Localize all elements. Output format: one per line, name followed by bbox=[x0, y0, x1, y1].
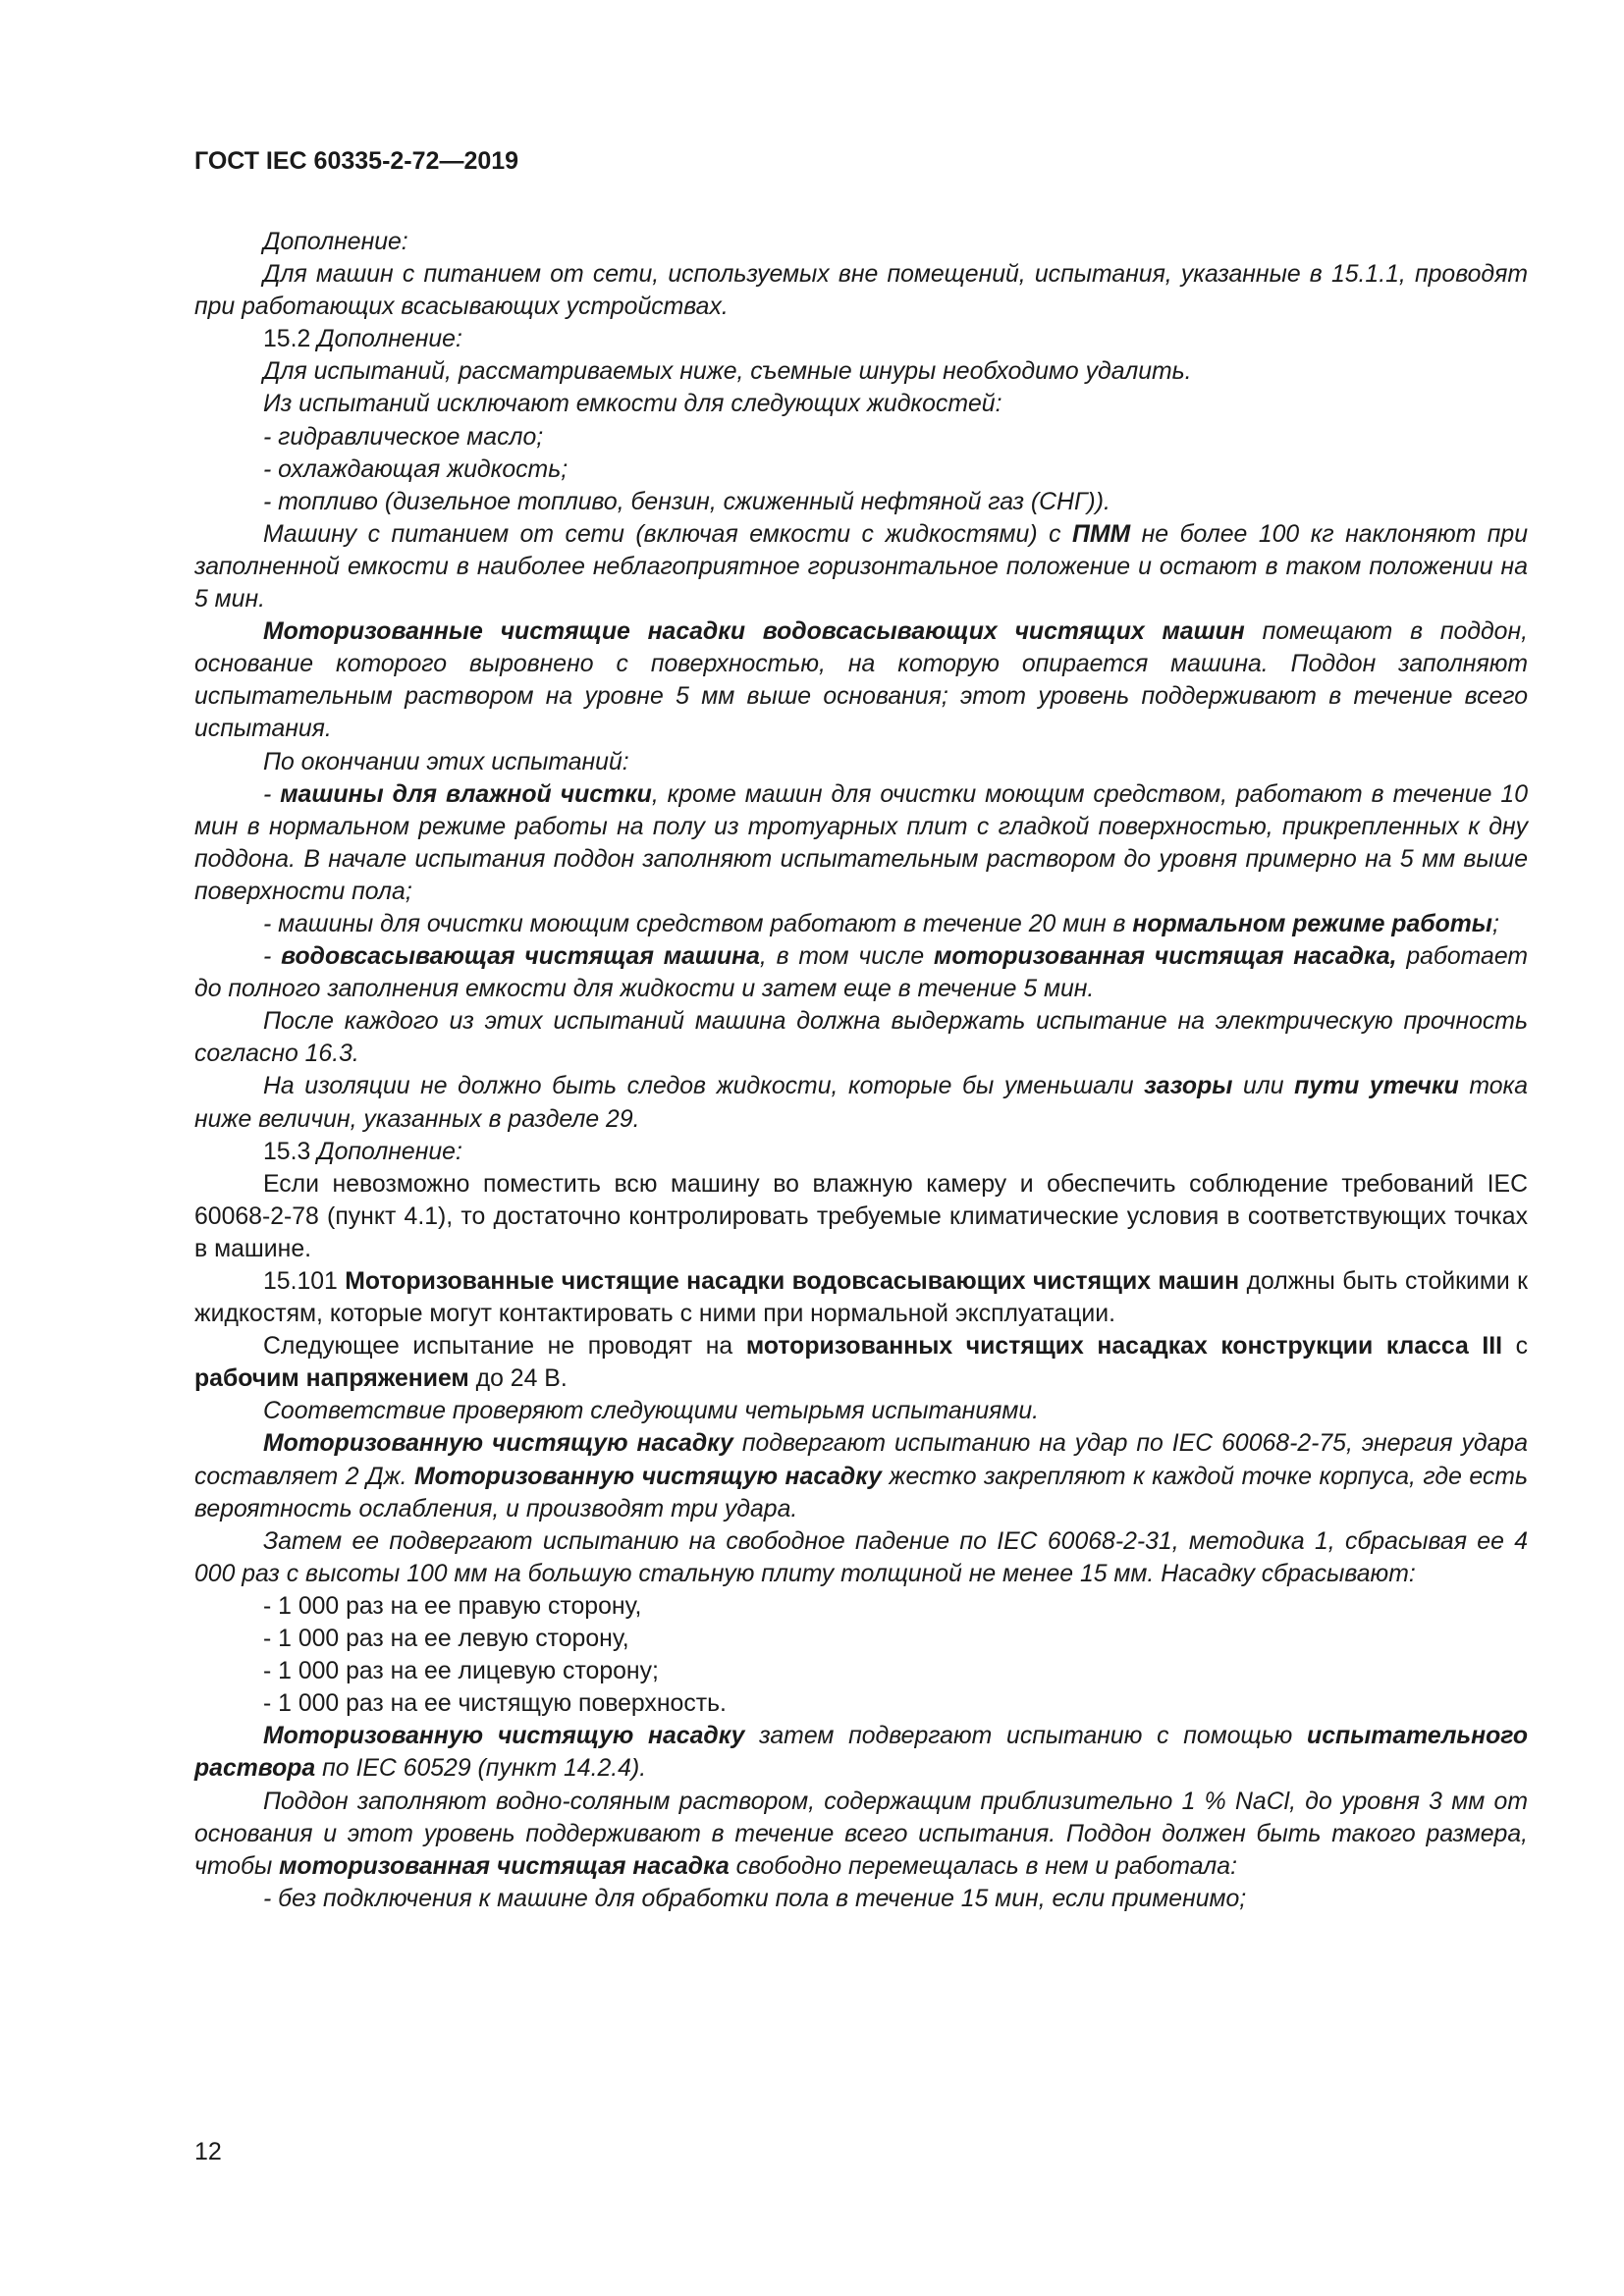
paragraph bbox=[194, 1168, 1528, 1265]
text-run: , кроме машин для очистки моющим средством, работают в течение 10 мин в нормальном режиме работы на полу из тротуарных плит с гладкой поверхностью, прикрепленных к дну поддона. В начале испытания поддон заполняют испытательным раствором до уровня примерно на 5 мм выше поверхности пола; bbox=[194, 780, 1529, 905]
text-run: затем подвергают испытанию с помощью bbox=[744, 1723, 1308, 1750]
text-run: - bbox=[263, 943, 282, 971]
paragraph bbox=[194, 746, 1528, 778]
text-run: - охлаждающая жидкость; bbox=[263, 455, 568, 483]
paragraph bbox=[194, 778, 1528, 908]
text-run: нормальном режиме работы bbox=[1132, 910, 1492, 937]
paragraph bbox=[194, 1070, 1528, 1135]
paragraph bbox=[194, 486, 1528, 518]
text-run: или bbox=[1232, 1073, 1295, 1100]
paragraph bbox=[194, 615, 1528, 745]
text-run: моторизованных чистящих насадках конструкции класса III bbox=[745, 1333, 1503, 1361]
paragraph bbox=[194, 1590, 1528, 1623]
text-run: 15.101 bbox=[263, 1268, 346, 1295]
text-run: зазоры bbox=[1144, 1073, 1233, 1100]
text-run: работает до полного заполнения емкости для жидкости и затем еще в течение 5 мин. bbox=[194, 943, 1528, 1003]
paragraph bbox=[194, 1265, 1528, 1330]
paragraph bbox=[194, 454, 1528, 486]
paragraph bbox=[194, 1687, 1528, 1720]
paragraph bbox=[194, 908, 1528, 940]
text-run: Моторизованные чистящие насадки водовсасывающих чистящих машин bbox=[345, 1268, 1240, 1295]
text-run: - топливо (дизельное топливо, бензин, сжиженный нефтяной газ (СНГ)). bbox=[263, 488, 1110, 515]
page-number: 12 bbox=[194, 2138, 222, 2165]
document-body bbox=[194, 226, 1528, 1915]
text-run: 15.2 bbox=[263, 326, 318, 353]
paragraph bbox=[194, 518, 1528, 615]
text-run: Моторизованную чистящую насадку bbox=[263, 1723, 745, 1750]
text-run: до 24 В. bbox=[468, 1365, 568, 1393]
text-run: Моторизованную чистящую насадку bbox=[414, 1463, 882, 1490]
paragraph bbox=[194, 388, 1528, 420]
text-run: свободно перемещалась в нем и работала: bbox=[729, 1852, 1237, 1880]
text-run: , в том числе bbox=[759, 943, 935, 971]
text-run: пути утечки bbox=[1294, 1073, 1459, 1100]
text-run: - машины для очистки моющим средством работают в течение 20 мин в bbox=[263, 910, 1133, 937]
text-run: машины для влажной чистки bbox=[280, 780, 652, 808]
text-run: с bbox=[1502, 1333, 1528, 1361]
text-run: не более 100 кг наклоняют при заполненной емкости в наиболее неблагоприятное горизонтальное положение и остают в таком положении на 5 мин. bbox=[194, 520, 1528, 614]
text-run: Моторизованную чистящую насадку bbox=[263, 1430, 733, 1458]
text-run: Если невозможно поместить всю машину во влажную камеру и обеспечить соблюдение требований IEC 60068-2-78 (пункт 4.1), то достаточно контролировать требуемые климатические условия в соответствующих точках в машине. bbox=[194, 1170, 1528, 1262]
page-header: ГОСТ IEC 60335-2-72—2019 bbox=[194, 147, 519, 175]
text-run: Для испытаний, рассматриваемых ниже, съемные шнуры необходимо удалить. bbox=[263, 358, 1192, 386]
text-run: Дополнение: bbox=[263, 229, 408, 255]
paragraph bbox=[194, 1720, 1528, 1785]
text-run: Машину с питанием от сети (включая емкости с жидкостями) с bbox=[263, 520, 1072, 548]
text-run: по IEC 60529 (пункт 14.2.4). bbox=[315, 1755, 647, 1783]
text-run: На изоляции не должно быть следов жидкости, которые бы уменьшали bbox=[263, 1073, 1145, 1100]
text-run: должны быть стойкими к жидкостям, которые могут контактировать с ними при нормальной эксплуатации. bbox=[194, 1268, 1529, 1328]
text-run: - 1 000 раз на ее чистящую поверхность. bbox=[263, 1690, 727, 1718]
paragraph bbox=[194, 1883, 1528, 1915]
text-run: Из испытаний исключают емкости для следующих жидкостей: bbox=[263, 391, 1002, 418]
paragraph bbox=[194, 226, 1528, 258]
text-run: моторизованная чистящая насадка, bbox=[934, 943, 1397, 971]
text-run: рабочим напряжением bbox=[194, 1365, 469, 1393]
paragraph bbox=[194, 1623, 1528, 1655]
paragraph bbox=[194, 1136, 1528, 1168]
paragraph bbox=[194, 355, 1528, 388]
text-run: Затем ее подвергают испытанию на свободное падение по IEC 60068-2-31, методика 1, сбрасывая ее 4 000 раз с высоты 100 мм на большую стальную плиту толщиной не менее 15 мм. Насадку сбрасывают: bbox=[194, 1527, 1528, 1587]
paragraph bbox=[194, 323, 1528, 355]
text-run: 15.3 bbox=[263, 1138, 318, 1165]
text-run: - 1 000 раз на ее левую сторону, bbox=[263, 1626, 629, 1653]
text-run: Моторизованные чистящие насадки водовсасывающих чистящих машин bbox=[263, 618, 1245, 646]
text-run: Поддон заполняют водно-соляным раствором, содержащим приблизительно 1 % NaCl, до уровня 3 мм от основания и этот уровень поддерживают в течение всего испытания. Поддон должен быть такого размера, чтобы bbox=[194, 1788, 1528, 1880]
paragraph bbox=[194, 1655, 1528, 1687]
text-run: подвергают испытанию на удар по IEC 60068-2-75, энергия удара составляет 2 Дж. bbox=[194, 1430, 1528, 1490]
text-run: тока ниже величин, указанных в разделе 29. bbox=[194, 1073, 1528, 1133]
paragraph bbox=[194, 1005, 1528, 1070]
text-run: ; bbox=[1491, 910, 1499, 937]
text-run: Соответствие проверяют следующими четырьмя испытаниями. bbox=[263, 1398, 1040, 1425]
text-run: водовсасывающая чистящая машина bbox=[281, 943, 760, 971]
paragraph bbox=[194, 1330, 1528, 1395]
paragraph bbox=[194, 1525, 1528, 1590]
paragraph bbox=[194, 940, 1528, 1005]
paragraph bbox=[194, 1395, 1528, 1427]
text-run: жестко закрепляют к каждой точке корпуса, где есть вероятность ослабления, и производят три удара. bbox=[194, 1463, 1528, 1522]
text-run: - 1 000 раз на ее правую сторону, bbox=[263, 1592, 642, 1620]
text-run: Дополнение: bbox=[317, 326, 462, 353]
text-run: моторизованная чистящая насадка bbox=[279, 1852, 730, 1880]
paragraph bbox=[194, 421, 1528, 454]
text-run: По окончании этих испытаний: bbox=[263, 748, 629, 775]
text-run: Следующее испытание не проводят на bbox=[263, 1333, 746, 1361]
text-run: Дополнение: bbox=[317, 1138, 462, 1165]
text-run: - без подключения к машине для обработки пола в течение 15 мин, если применимо; bbox=[263, 1885, 1247, 1912]
paragraph bbox=[194, 258, 1528, 323]
paragraph bbox=[194, 1786, 1528, 1883]
paragraph bbox=[194, 1427, 1528, 1524]
text-run: - 1 000 раз на ее лицевую сторону; bbox=[263, 1658, 659, 1685]
text-run: - bbox=[263, 780, 281, 808]
text-run: После каждого из этих испытаний машина должна выдержать испытание на электрическую прочность согласно 16.3. bbox=[194, 1008, 1528, 1068]
text-run: испытательного раствора bbox=[194, 1723, 1528, 1783]
text-run: - гидравлическое масло; bbox=[263, 423, 544, 451]
text-run: ПММ bbox=[1071, 520, 1131, 548]
text-run: помещают в поддон, основание которого выровнено с поверхностью, на которую опирается машина. Поддон заполняют испытательным раствором на уровне 5 мм выше основания; этот уровень поддерживают в течение всего испытания. bbox=[194, 618, 1528, 743]
text-run: Для машин с питанием от сети, используемых вне помещений, испытания, указанные в 15.1.1, проводят при работающих всасывающих устройствах. bbox=[194, 261, 1528, 321]
